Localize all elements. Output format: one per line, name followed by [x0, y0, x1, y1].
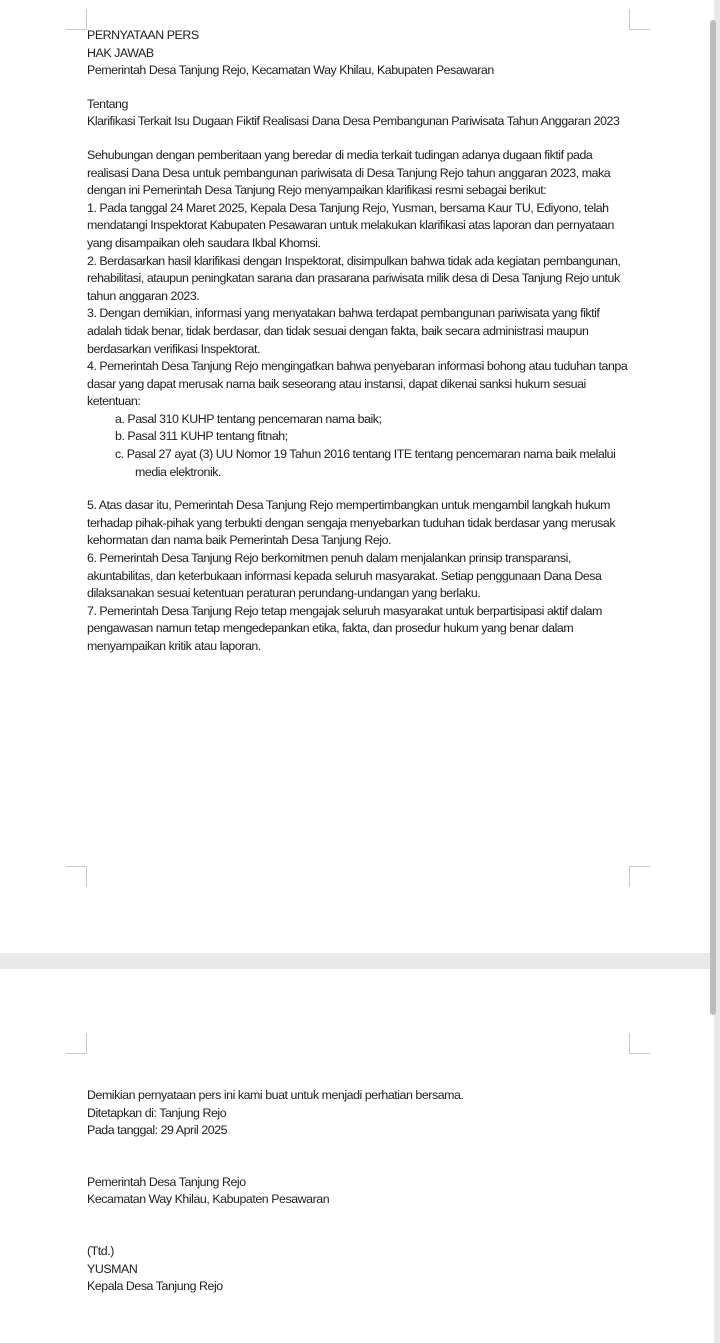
doc-subtitle: HAK JAWAB: [87, 45, 154, 60]
page-corner-mark: [66, 1033, 87, 1054]
issued-block: [87, 1105, 632, 1140]
subject-block: [87, 96, 632, 131]
signatory-title: Kepala Desa Tanjung Rejo: [87, 1279, 223, 1294]
page-corner-mark: [629, 1033, 650, 1054]
issuer-line: Pemerintah Desa Tanjung Rejo: [87, 1174, 246, 1189]
page-corner-mark: [66, 866, 87, 887]
document-body: [87, 27, 632, 656]
vertical-scrollbar[interactable]: [710, 20, 716, 1015]
subject-label: Tentang: [87, 96, 128, 111]
point-paragraph: 1. Pada tanggal 24 Maret 2025, Kepala Desa Tanjung Rejo, Yusman, bersama Kaur TU, Ediyono, telah mendatangi Inspektorat Kabupaten Pesawaran untuk melakukan klarifikasi atas laporan dan pernyataan yang disampaikan oleh saudara Ikbal Khomsi.: [87, 200, 614, 250]
sanction-item: a. Pasal 310 KUHP tentang pencemaran nama baik;: [115, 411, 382, 426]
point-paragraph: 5. Atas dasar itu, Pemerintah Desa Tanjung Rejo mempertimbangkan untuk mengambil langkah hukum terhadap pihak-pihak yang terbukti dengan sengaja menyebarkan tuduhan tidak berdasar yang merusak kehormatan dan nama baik Pemerintah Desa Tanjung Rejo.: [87, 498, 616, 548]
signature-block: [87, 1243, 632, 1296]
page-corner-mark: [629, 9, 650, 30]
signature-mark: (Ttd.): [87, 1243, 114, 1258]
page-corner-mark: [629, 866, 650, 887]
issued-place: Ditetapkan di: Tanjung Rejo: [87, 1105, 227, 1120]
issuer-block: [87, 1174, 632, 1209]
sanction-item: b. Pasal 311 KUHP tentang fitnah;: [115, 429, 288, 444]
closing-paragraph: Demikian pernyataan pers ini kami buat untuk menjadi perhatian bersama.: [87, 1088, 464, 1102]
point-paragraph: 4. Pemerintah Desa Tanjung Rejo mengingatkan bahwa penyebaran informasi bohong atau tuduhan tanpa dasar yang dapat merusak nama baik seseorang atau instansi, dapat dikenai sanksi hukum sesuai ketentuan:: [87, 359, 628, 409]
intro-paragraph: Sehubungan dengan pemberitaan yang beredar di media terkait tudingan adanya dugaan fiktif pada realisasi Dana Desa untuk pembangunan pariwisata di Desa Tanjung Rejo tahun anggaran 2023, maka dengan ini Pemerintah Desa Tanjung Rejo menyampaikan klarifikasi resmi sebagai berikut:: [87, 147, 611, 198]
point-paragraph: 7. Pemerintah Desa Tanjung Rejo tetap mengajak seluruh masyarakat untuk berpartisipasi aktif dalam pengawasan namun tetap mengedepankan etika, fakta, dan prosedur hukum yang benar dalam menyampaikan kritik atau laporan.: [87, 603, 602, 653]
subject-text: Klarifikasi Terkait Isu Dugaan Fiktif Realisasi Dana Desa Pembangunan Pariwisata Tahun Anggaran 2023: [87, 114, 620, 129]
page-corner-mark: [66, 9, 87, 30]
doc-title: PERNYATAAN PERS: [87, 28, 199, 42]
document-body-page-2: [87, 1087, 632, 1296]
issuer-line: Kecamatan Way Khilau, Kabupaten Pesawaran: [87, 1192, 330, 1207]
issuer-heading: Pemerintah Desa Tanjung Rejo, Kecamatan Way Khilau, Kabupaten Pesawaran: [87, 63, 494, 78]
point-paragraph: 6. Pemerintah Desa Tanjung Rejo berkomitmen penuh dalam menjalankan prinsip transparansi, akuntabilitas, dan keterbukaan informasi kepada seluruh masyarakat. Setiap penggunaan Dana Desa dilaksanakan sesuai ketentuan peraturan perundang-undangan yang berlaku.: [87, 551, 602, 601]
sanction-list: [87, 411, 632, 481]
press-header: [87, 27, 632, 80]
sanction-item: c. Pasal 27 ayat (3) UU Nomor 19 Tahun 2016 tentang ITE tentang pencemaran nama baik melalui media elektronik.: [115, 447, 616, 479]
signatory-name: YUSMAN: [87, 1261, 138, 1276]
issued-date: Pada tanggal: 29 April 2025: [87, 1123, 228, 1138]
point-paragraph: 3. Dengan demikian, informasi yang menyatakan bahwa terdapat pembangunan pariwisata yang fiktif adalah tidak benar, tidak berdasar, dan tidak sesuai dengan fakta, baik secara administrasi maupun berdasarkan verifikasi Inspektorat.: [87, 306, 600, 356]
point-paragraph: 2. Berdasarkan hasil klarifikasi dengan Inspektorat, disimpulkan bahwa tidak ada kegiatan pembangunan, rehabilitasi, ataupun peningkatan sarana dan prasarana pariwisata milik desa di Desa Tanjung Rejo untuk tahun anggaran 2023.: [87, 253, 621, 303]
